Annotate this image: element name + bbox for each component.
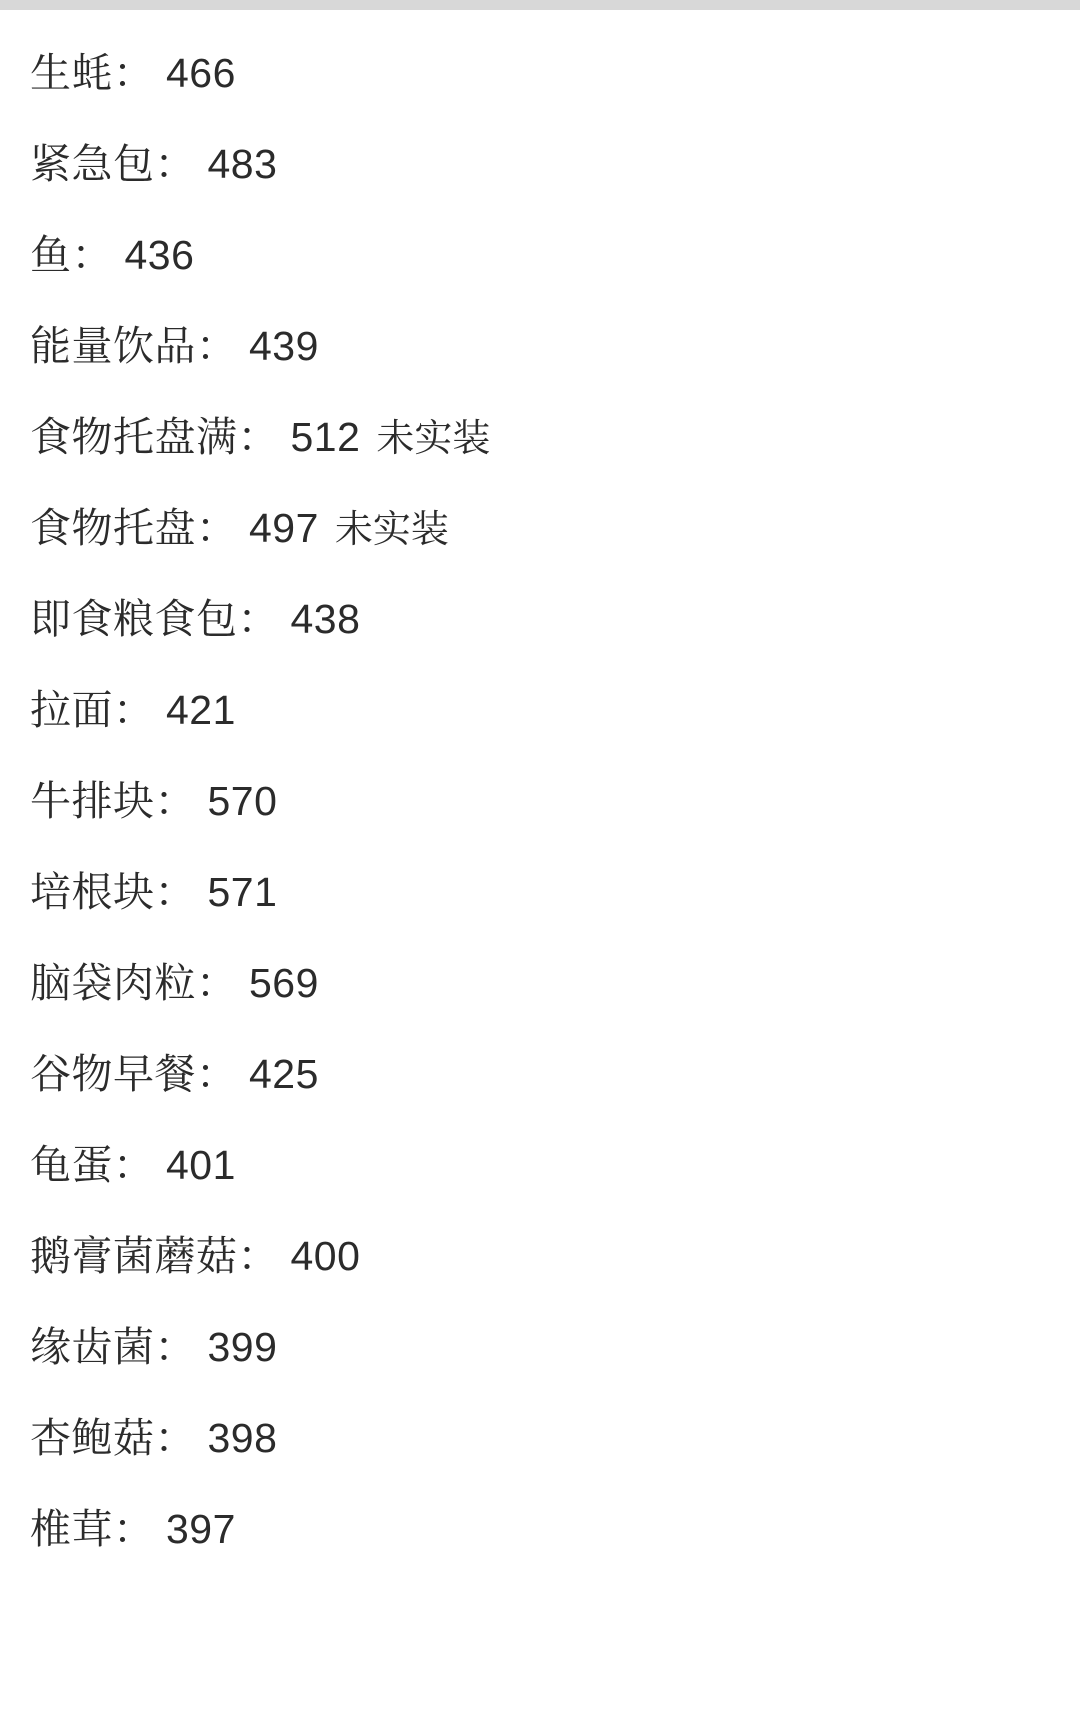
item-value: 483 bbox=[207, 141, 278, 187]
item-name: 杏鲍菇 bbox=[30, 1415, 155, 1461]
item-value: 397 bbox=[166, 1506, 236, 1552]
item-name: 缘齿菌 bbox=[30, 1324, 155, 1370]
item-name: 食物托盘 bbox=[30, 505, 196, 551]
item-name: 椎茸 bbox=[30, 1506, 113, 1552]
item-separator: ： bbox=[113, 1506, 154, 1552]
item-value: 421 bbox=[166, 687, 236, 733]
item-value: 436 bbox=[124, 232, 195, 278]
document-body bbox=[0, 10, 1080, 1575]
item-separator: ： bbox=[237, 596, 279, 642]
item-separator: ： bbox=[154, 869, 196, 915]
item-separator: ： bbox=[154, 778, 196, 824]
item-value: 570 bbox=[207, 778, 278, 824]
item-note: 未实装 bbox=[334, 509, 449, 551]
item-value: 497 bbox=[249, 505, 319, 551]
item-name: 牛排块 bbox=[30, 778, 155, 824]
item-name: 拉面 bbox=[30, 687, 113, 733]
item-separator: ： bbox=[113, 1142, 154, 1188]
item-name: 谷物早餐 bbox=[30, 1051, 196, 1097]
item-value: 571 bbox=[207, 869, 278, 915]
item-separator: ： bbox=[196, 323, 237, 369]
list-item bbox=[30, 1120, 1080, 1211]
item-separator: ： bbox=[154, 141, 196, 187]
list-item bbox=[30, 665, 1080, 756]
item-separator: ： bbox=[113, 50, 154, 96]
item-separator: ： bbox=[196, 505, 237, 551]
list-item bbox=[30, 1211, 1080, 1302]
item-name: 即食粮食包 bbox=[30, 596, 238, 642]
list-item bbox=[30, 1484, 1080, 1575]
list-item bbox=[30, 1393, 1080, 1484]
top-status-strip bbox=[0, 0, 1080, 10]
item-value: 400 bbox=[290, 1233, 361, 1279]
item-name: 培根块 bbox=[30, 869, 155, 915]
list-item bbox=[30, 574, 1080, 665]
item-separator: ： bbox=[196, 1051, 237, 1097]
item-value: 425 bbox=[249, 1051, 319, 1097]
item-separator: ： bbox=[237, 1233, 279, 1279]
list-item bbox=[30, 28, 1080, 119]
item-separator: ： bbox=[237, 414, 279, 460]
item-name: 食物托盘满 bbox=[30, 414, 238, 460]
item-value: 398 bbox=[207, 1415, 278, 1461]
item-name: 生蚝 bbox=[30, 50, 113, 96]
item-separator: ： bbox=[71, 232, 113, 278]
item-value: 439 bbox=[249, 323, 319, 369]
item-value: 512 bbox=[290, 414, 361, 460]
item-separator: ： bbox=[154, 1415, 196, 1461]
item-name: 鹅膏菌蘑菇 bbox=[30, 1233, 238, 1279]
item-value: 466 bbox=[166, 50, 236, 96]
item-value: 569 bbox=[249, 960, 319, 1006]
list-item bbox=[30, 301, 1080, 392]
list-item bbox=[30, 392, 1080, 483]
item-name: 脑袋肉粒 bbox=[30, 960, 196, 1006]
item-name: 龟蛋 bbox=[30, 1142, 113, 1188]
item-value: 401 bbox=[166, 1142, 236, 1188]
item-name: 紧急包 bbox=[30, 141, 155, 187]
item-value: 399 bbox=[207, 1324, 278, 1370]
list-item bbox=[30, 483, 1080, 574]
item-name: 能量饮品 bbox=[30, 323, 196, 369]
item-separator: ： bbox=[154, 1324, 196, 1370]
item-value-list bbox=[0, 28, 1080, 1575]
list-item bbox=[30, 938, 1080, 1029]
item-value: 438 bbox=[290, 596, 361, 642]
list-item bbox=[30, 119, 1080, 210]
list-item bbox=[30, 1029, 1080, 1120]
item-note: 未实装 bbox=[376, 418, 491, 460]
item-name: 鱼 bbox=[30, 232, 72, 278]
list-item bbox=[30, 210, 1080, 301]
item-separator: ： bbox=[196, 960, 237, 1006]
list-item bbox=[30, 847, 1080, 938]
list-item bbox=[30, 1302, 1080, 1393]
item-separator: ： bbox=[113, 687, 154, 733]
list-item bbox=[30, 756, 1080, 847]
